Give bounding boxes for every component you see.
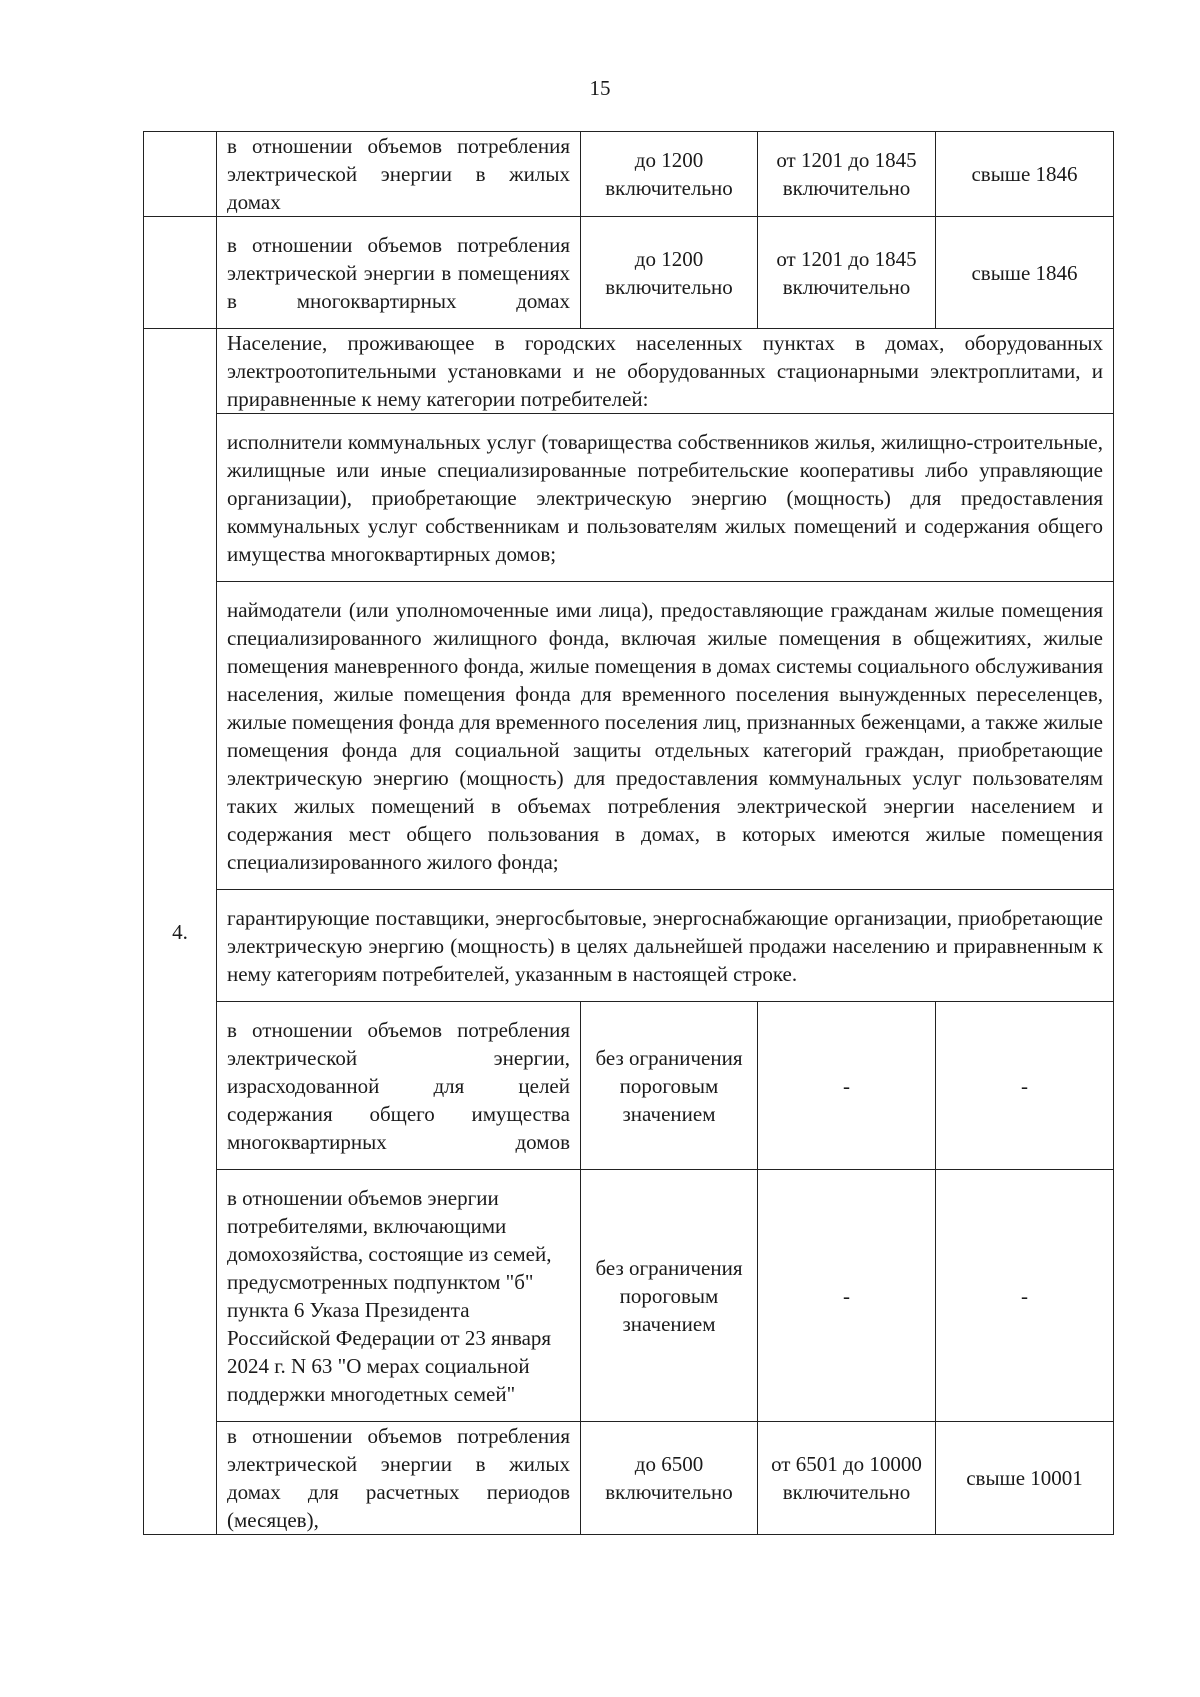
threshold-mid-cell: от 1201 до 1845 включительно [758, 132, 936, 217]
table-row [144, 890, 1114, 1002]
threshold-mid-cell: - [758, 1170, 936, 1422]
category-text-cell: Население, проживающее в городских населенных пунктах в домах, оборудованных электроотопительными установками и не оборудованных стационарными электроплитами, и приравненные к нему категории потребителей: [217, 329, 1114, 414]
row-number-cell [144, 132, 217, 217]
threshold-low-cell: до 1200 включительно [581, 217, 758, 329]
threshold-mid-cell: от 1201 до 1845 включительно [758, 217, 936, 329]
threshold-mid-cell: от 6501 до 10000 включительно [758, 1422, 936, 1535]
threshold-low-cell: до 6500 включительно [581, 1422, 758, 1535]
threshold-mid-cell: - [758, 1002, 936, 1170]
table-row [144, 1170, 1114, 1422]
threshold-low-cell: без ограничения пороговым значением [581, 1170, 758, 1422]
row-number-cell [144, 217, 217, 329]
description-cell: в отношении объемов потребления электрической энергии, израсходованной для целей содержания общего имущества многоквартирных домов [217, 1002, 581, 1170]
threshold-low-cell: до 1200 включительно [581, 132, 758, 217]
table-row [144, 582, 1114, 890]
table-row [144, 414, 1114, 582]
description-cell: в отношении объемов энергии потребителями, включающими домохозяйства, состоящие из семей, предусмотренных подпунктом "б" пункта 6 Указа Президента Российской Федерации от 23 января 2024 г. N 63 "О мерах социальной поддержки многодетных семей" [217, 1170, 581, 1422]
category-text-cell: гарантирующие поставщики, энергосбытовые, энергоснабжающие организации, приобретающие электрическую энергию (мощность) в целях дальнейшей продажи населению и приравненным к нему категориям потребителей, указанным в настоящей строке. [217, 890, 1114, 1002]
category-text-cell: наймодатели (или уполномоченные ими лица), предоставляющие гражданам жилые помещения специализированного жилищного фонда, включая жилые помещения в общежитиях, жилые помещения маневренного фонда, жилые помещения в домах системы социального обслуживания населения, жилые помещения фонда для временного поселения вынужденных переселенцев, жилые помещения фонда для временного поселения лиц, признанных беженцами, а также жилые помещения фонда для социальной защиты отдельных категорий граждан, приобретающие электрическую энергию (мощность) для предоставления коммунальных услуг пользователям таких жилых помещений в объемах потребления электрической энергии населением и содержания мест общего пользования в домах, в которых имеются жилые помещения специализированного жилого фонда; [217, 582, 1114, 890]
page-number: 15 [589, 76, 611, 100]
table-row [144, 1002, 1114, 1170]
threshold-high-cell: - [936, 1002, 1114, 1170]
description-cell: в отношении объемов потребления электрической энергии в жилых домах [217, 132, 581, 217]
tariff-table [143, 131, 1114, 1535]
table-row [144, 1422, 1114, 1535]
table-row [144, 132, 1114, 217]
threshold-high-cell: - [936, 1170, 1114, 1422]
table-row [144, 329, 1114, 414]
row-number-cell: 4. [144, 329, 217, 1535]
threshold-high-cell: свыше 10001 [936, 1422, 1114, 1535]
category-text-cell: исполнители коммунальных услуг (товарищества собственников жилья, жилищно-строительные, жилищные или иные специализированные потребительские кооперативы либо управляющие организации), приобретающие электрическую энергию (мощность) для предоставления коммунальных услуг собственникам и пользователям жилых помещений и содержания общего имущества многоквартирных домов; [217, 414, 1114, 582]
table-row [144, 217, 1114, 329]
threshold-low-cell: без ограничения пороговым значением [581, 1002, 758, 1170]
description-cell: в отношении объемов потребления электрической энергии в помещениях в многоквартирных домах [217, 217, 581, 329]
threshold-high-cell: свыше 1846 [936, 217, 1114, 329]
description-cell: в отношении объемов потребления электрической энергии в жилых домах для расчетных периодов (месяцев), [217, 1422, 581, 1535]
threshold-high-cell: свыше 1846 [936, 132, 1114, 217]
